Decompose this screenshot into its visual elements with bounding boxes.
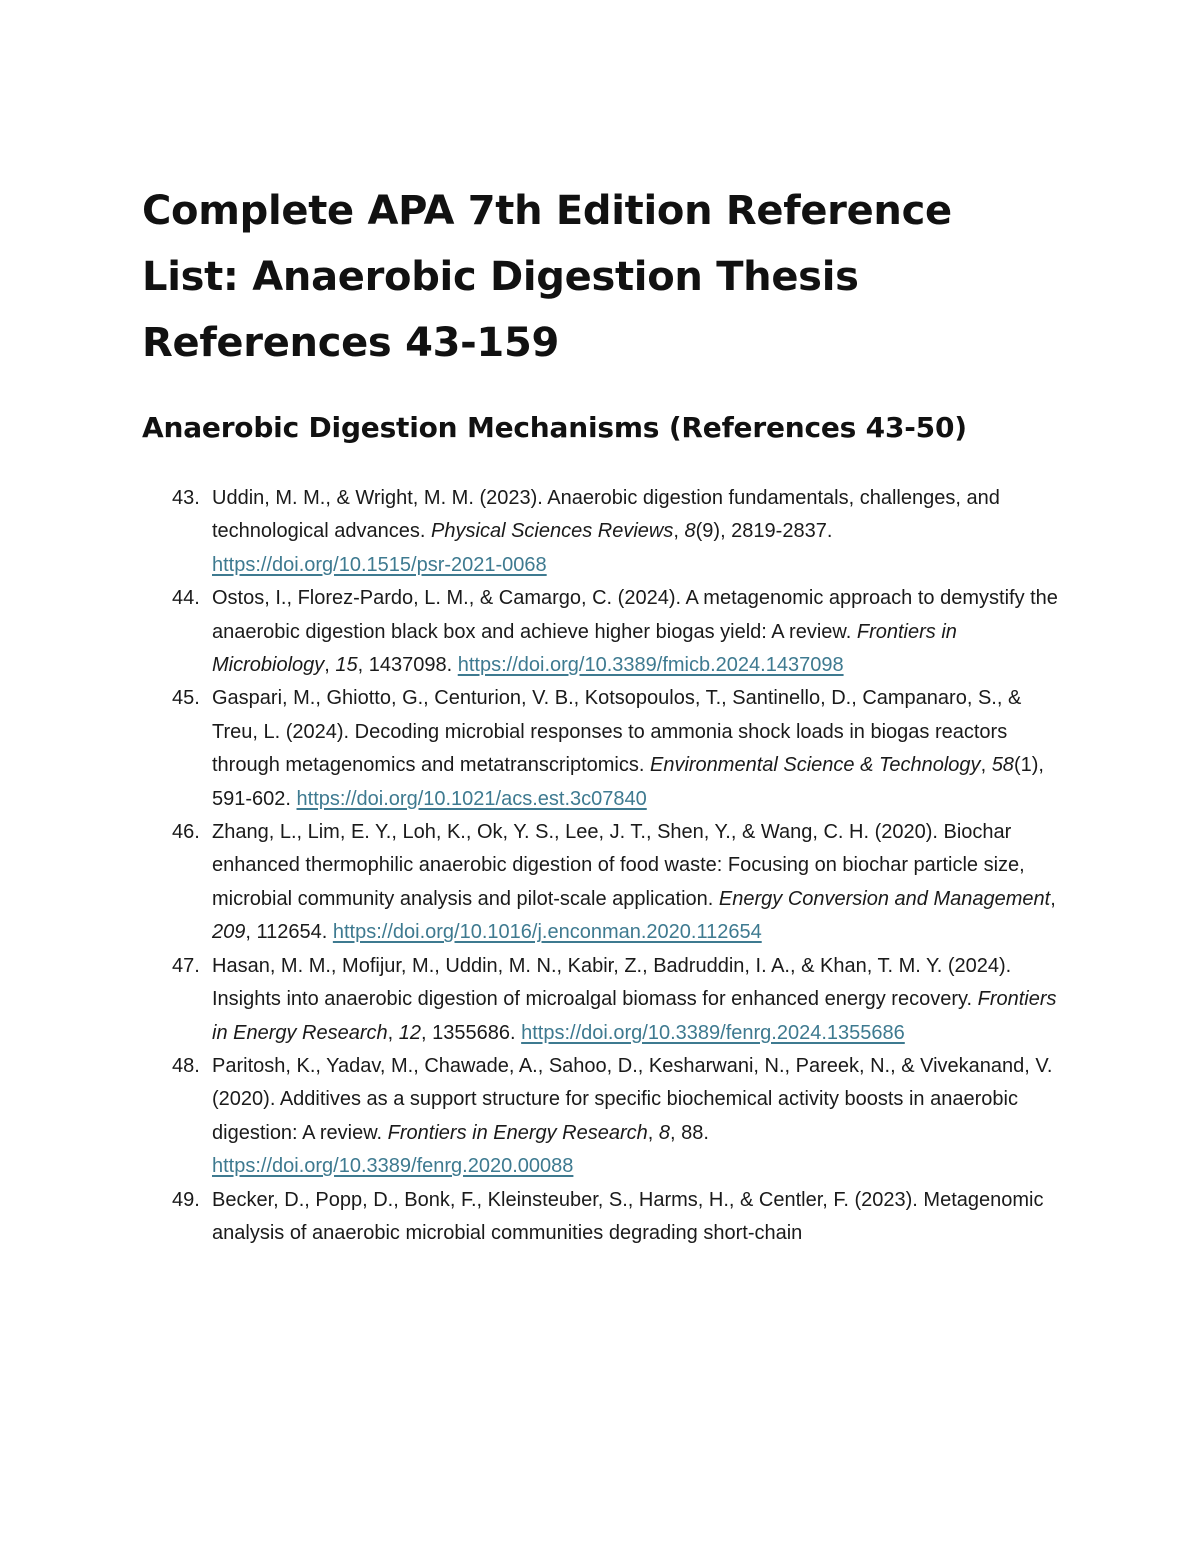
reference-number: 47. (172, 954, 200, 977)
reference-number: 48. (172, 1054, 200, 1077)
reference-list (0, 482, 1200, 1250)
reference-separator: , (1050, 887, 1056, 910)
doi-link[interactable]: https://doi.org/10.1016/j.enconman.2020.112654 (332, 921, 762, 944)
reference-title: Biochar enhanced thermophilic anaerobic digestion of food waste: Focusing on biochar particle size, microbial community analysis and pilot-scale application. (212, 821, 1025, 910)
reference-separator: , (980, 754, 992, 777)
reference-authors: Becker, D., Popp, D., Bonk, F., Kleinsteuber, S., Harms, H., & Centler, F. (2023). (212, 1188, 924, 1211)
reference-item (0, 582, 1200, 682)
reference-item (0, 1050, 1200, 1184)
reference-title: Anaerobic digestion fundamentals, challenges, and technological advances. (212, 487, 1000, 543)
reference-authors: Hasan, M. M., Mofijur, M., Uddin, M. N., Kabir, Z., Badruddin, I. A., & Khan, T. M. Y. (2024). (212, 954, 1012, 977)
reference-volume: 209 (212, 921, 246, 944)
reference-separator: , (387, 1021, 399, 1044)
reference-authors: Uddin, M. M., & Wright, M. M. (2023). (212, 487, 548, 509)
reference-number: 49. (172, 1188, 200, 1211)
reference-number: 46. (172, 821, 200, 844)
reference-title: Insights into anaerobic digestion of microalgal biomass for enhanced energy recovery. (212, 988, 978, 1011)
reference-separator: , (324, 654, 336, 677)
doi-link[interactable]: https://doi.org/10.3389/fenrg.2024.1355686 (521, 1021, 905, 1044)
reference-volume: 8 (684, 520, 696, 543)
doi-link[interactable]: https://doi.org/10.3389/fenrg.2020.00088 (212, 1155, 574, 1178)
reference-volume: 58 (991, 754, 1014, 777)
reference-journal: Physical Sciences Reviews (431, 520, 674, 543)
reference-separator: , (647, 1121, 659, 1144)
doi-link[interactable]: https://doi.org/10.1515/psr-2021-0068 (212, 553, 547, 576)
reference-issue-pages: , 112654. (245, 921, 333, 944)
reference-number: 44. (172, 587, 200, 610)
reference-number: 45. (172, 687, 200, 710)
reference-journal: Frontiers in Microbiology (212, 620, 957, 677)
reference-number: 43. (172, 487, 200, 509)
reference-authors: Ostos, I., Florez-Pardo, L. M., & Camargo, C. (2024). (212, 587, 686, 610)
reference-title: Metagenomic analysis of anaerobic microbial communities degrading short-chain (212, 1188, 1044, 1244)
reference-issue-pages: (1), 591-602. (212, 754, 1044, 810)
reference-item (0, 1184, 1200, 1251)
reference-volume: 12 (398, 1021, 422, 1044)
reference-title: Decoding microbial responses to ammonia shock loads in biogas reactors through metagenomics and metatranscriptomics. (212, 720, 1008, 777)
reference-item (0, 816, 1200, 950)
page-title: Complete APA 7th Edition Reference List: Anaerobic Digestion Thesis References 43-159 (142, 188, 952, 366)
doi-link[interactable]: https://doi.org/10.1021/acs.est.3c07840 (296, 787, 647, 810)
section-heading: Anaerobic Digestion Mechanisms (References 43-50) (142, 411, 967, 444)
reference-volume: 15 (335, 654, 358, 677)
reference-title: A metagenomic approach to demystify the anaerobic digestion black box and achieve higher biogas yield: A review. (212, 587, 1058, 643)
reference-authors: Gaspari, M., Ghiotto, G., Centurion, V. B., Kotsopoulos, T., Santinello, D., Campanaro, S., & Treu, L. (2024). (212, 687, 1022, 743)
doi-link[interactable]: https://doi.org/10.3389/fmicb.2024.1437098 (457, 654, 844, 677)
reference-separator: , (673, 520, 685, 543)
reference-issue-pages: , 1355686. (421, 1021, 522, 1044)
reference-volume: 8 (658, 1121, 671, 1144)
reference-item (0, 950, 1200, 1050)
reference-journal: Environmental Science & Technology (649, 754, 981, 777)
reference-issue-pages: (9), 2819-2837. (695, 520, 833, 543)
reference-title: Additives as a support structure for specific biochemical activity boosts in anaerobic digestion: A review. (212, 1088, 1018, 1144)
reference-journal: Frontiers in Energy Research (212, 988, 1057, 1044)
reference-issue-pages: , 88. (670, 1121, 709, 1144)
reference-authors: Zhang, L., Lim, E. Y., Loh, K., Ok, Y. S., Lee, J. T., Shen, Y., & Wang, C. H. (2020). (212, 821, 944, 844)
reference-item (0, 482, 1200, 582)
reference-item (0, 682, 1200, 816)
reference-journal: Energy Conversion and Management (718, 887, 1051, 910)
reference-issue-pages: , 1437098. (357, 654, 458, 677)
reference-authors: Paritosh, K., Yadav, M., Chawade, A., Sahoo, D., Kesharwani, N., Pareek, N., & Vivekanand, V. (2020). (212, 1054, 1053, 1111)
reference-journal: Frontiers in Energy Research (387, 1121, 648, 1144)
